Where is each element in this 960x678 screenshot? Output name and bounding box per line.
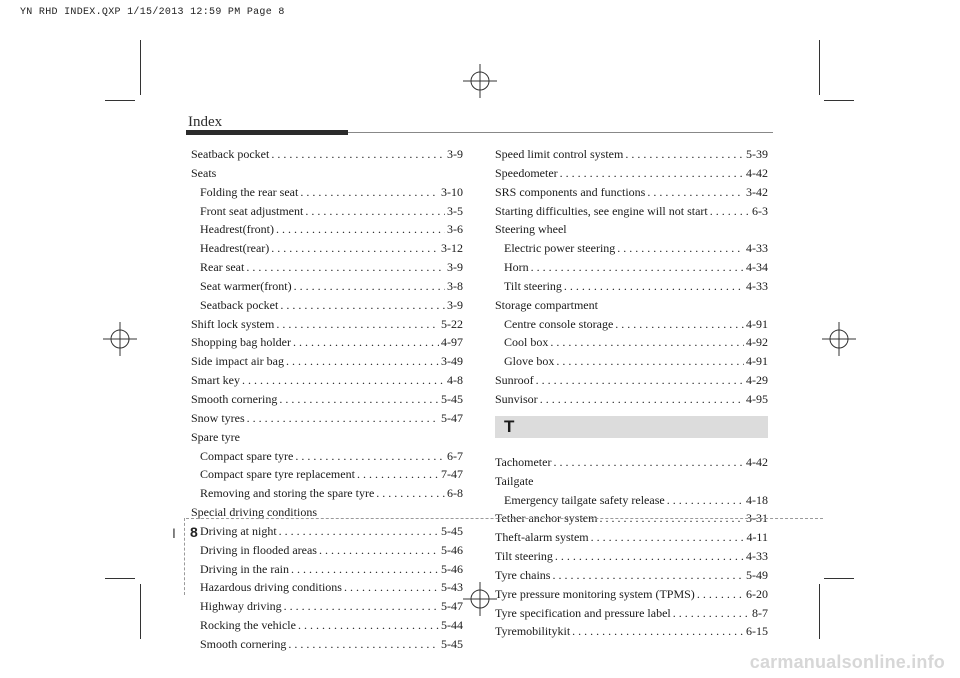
index-heading xyxy=(191,503,463,522)
index-entry-label: Rear seat xyxy=(200,260,245,275)
index-entry-label: Seatback pocket xyxy=(191,147,270,161)
crop-mark xyxy=(140,584,141,639)
index-entry-page: 6-8 xyxy=(447,486,463,501)
index-entry-label: Steering wheel xyxy=(495,222,567,237)
dot-leader xyxy=(242,371,445,390)
index-entry-label: Sunvisor xyxy=(495,391,538,406)
index-entry xyxy=(191,202,463,221)
dot-leader xyxy=(305,202,445,221)
index-entry-label: Electric power steering xyxy=(504,241,616,256)
index-entry xyxy=(495,585,768,604)
dot-leader xyxy=(536,371,744,390)
index-entry-label: Folding the rear seat xyxy=(200,184,299,199)
index-entry-label: Headrest(rear) xyxy=(200,241,270,256)
index-entry-page: 6-3 xyxy=(752,203,768,218)
dot-leader xyxy=(556,352,744,371)
dot-leader xyxy=(246,258,445,277)
dot-leader xyxy=(667,491,744,510)
dot-leader xyxy=(291,560,439,579)
index-entry xyxy=(191,447,463,466)
index-entry xyxy=(495,145,768,164)
index-entry-page: 4-95 xyxy=(746,391,768,406)
index-entry-page: 5-44 xyxy=(441,618,463,633)
index-entry-label: Driving in the rain xyxy=(200,561,289,576)
index-entry-label: Hazardous driving conditions xyxy=(200,580,342,595)
index-entry-page: 3-12 xyxy=(441,241,463,256)
index-entry-label: Speed limit control system xyxy=(495,147,624,161)
index-entry-page: 4-91 xyxy=(746,354,768,369)
registration-mark-icon xyxy=(103,322,137,356)
index-entry xyxy=(495,164,768,183)
index-entry xyxy=(495,239,768,258)
index-entry-page: 6-7 xyxy=(447,448,463,463)
index-entry-page: 3-9 xyxy=(447,260,463,275)
index-entry-label: Compact spare tyre replacement xyxy=(200,467,355,482)
index-section-t xyxy=(495,453,768,641)
index-entry xyxy=(191,541,463,560)
index-entry-page: 3-42 xyxy=(746,184,768,199)
index-entry-page: 5-45 xyxy=(441,523,463,538)
index-entry xyxy=(191,484,463,503)
index-entry-page: 3-31 xyxy=(746,511,768,526)
index-entry xyxy=(495,371,768,390)
index-heading xyxy=(191,428,463,447)
header-rule-thick xyxy=(186,130,348,135)
dot-leader xyxy=(295,447,445,466)
index-entry-label: Tailgate xyxy=(495,473,534,488)
dot-leader xyxy=(298,616,439,635)
dot-leader xyxy=(617,239,744,258)
index-entry xyxy=(191,239,463,258)
index-entry-label: Glove box xyxy=(504,354,555,369)
index-entry-page: 5-45 xyxy=(441,391,463,406)
dot-leader xyxy=(647,183,744,202)
index-entry-page: 3-6 xyxy=(447,222,463,237)
index-entry-label: Highway driving xyxy=(200,599,282,614)
index-entry-label: Driving in flooded areas xyxy=(200,542,317,557)
dot-leader xyxy=(531,258,744,277)
index-entry xyxy=(495,333,768,352)
index-entry xyxy=(191,616,463,635)
index-entry-label: Seats xyxy=(191,165,217,180)
dot-leader xyxy=(572,622,744,641)
index-entry xyxy=(191,635,463,654)
crop-mark xyxy=(105,578,135,579)
index-entry-label: Tyre specification and pressure label xyxy=(495,605,671,620)
footer-divider-vertical xyxy=(184,518,185,595)
dot-leader xyxy=(288,635,439,654)
dot-leader xyxy=(625,145,744,164)
page-number: 8 xyxy=(190,524,198,540)
index-entry-page: 6-20 xyxy=(746,586,768,601)
index-entry xyxy=(191,560,463,579)
index-entry xyxy=(495,491,768,510)
index-heading xyxy=(495,220,768,239)
index-entry-page: 3-9 xyxy=(447,147,463,161)
index-entry-label: Speedometer xyxy=(495,165,558,180)
index-entry-label: Seat warmer(front) xyxy=(200,278,292,293)
index-entry-label: Snow tyres xyxy=(191,410,245,425)
dot-leader xyxy=(271,239,439,258)
dot-leader xyxy=(564,277,744,296)
dot-leader xyxy=(710,202,750,221)
index-entry-page: 8-7 xyxy=(752,605,768,620)
index-entry xyxy=(191,145,463,164)
index-entry-page: 4-42 xyxy=(746,165,768,180)
dot-leader xyxy=(344,578,439,597)
registration-mark-icon xyxy=(463,582,497,616)
index-entry-label: Removing and storing the spare tyre xyxy=(200,486,375,501)
index-entry-page: 3-49 xyxy=(441,354,463,369)
dot-leader xyxy=(319,541,439,560)
dot-leader xyxy=(591,528,745,547)
index-section-s xyxy=(495,145,768,409)
index-entry-label: Smooth cornering xyxy=(191,391,278,406)
index-entry xyxy=(495,604,768,623)
index-entry-label: Smooth cornering xyxy=(200,636,287,651)
index-entry-page: 6-15 xyxy=(746,624,768,639)
index-entry xyxy=(191,597,463,616)
crop-mark xyxy=(824,100,854,101)
crop-mark xyxy=(140,40,141,95)
index-entry-label: Tyre pressure monitoring system (TPMS) xyxy=(495,586,695,601)
index-heading xyxy=(191,164,463,183)
index-entry-page: 5-39 xyxy=(746,147,768,161)
index-entry-page: 3-9 xyxy=(447,297,463,312)
index-entry xyxy=(191,333,463,352)
index-entry-label: Driving at night xyxy=(200,523,277,538)
index-entry-page: 5-49 xyxy=(746,567,768,582)
dot-leader xyxy=(271,145,445,164)
index-entry-page: 5-47 xyxy=(441,410,463,425)
index-entry-label: Theft-alarm system xyxy=(495,530,589,545)
header-rule-thin xyxy=(348,132,773,133)
index-entry-label: Tilt steering xyxy=(504,278,562,293)
index-heading xyxy=(495,296,768,315)
crop-mark xyxy=(105,100,135,101)
dot-leader xyxy=(300,183,439,202)
index-entry xyxy=(495,622,768,641)
dot-leader xyxy=(697,585,744,604)
index-entry-label: Side impact air bag xyxy=(191,354,284,369)
index-entry xyxy=(495,547,768,566)
index-entry-label: Front seat adjustment xyxy=(200,203,304,218)
index-entry-page: 4-33 xyxy=(746,549,768,564)
registration-mark-icon xyxy=(463,64,497,98)
index-entry xyxy=(495,566,768,585)
footer-divider xyxy=(186,518,823,519)
index-entry-label: Headrest(front) xyxy=(200,222,274,237)
index-entry-page: 5-46 xyxy=(441,542,463,557)
index-entry xyxy=(191,390,463,409)
index-entry-label: Smart key xyxy=(191,373,240,388)
index-entry-label: Horn xyxy=(504,260,529,275)
index-entry xyxy=(191,296,463,315)
dot-leader xyxy=(615,315,744,334)
index-entry-label: Compact spare tyre xyxy=(200,448,294,463)
print-slug: YN RHD INDEX.QXP 1/15/2013 12:59 PM Page 8 xyxy=(20,7,285,18)
index-entry-page: 4-91 xyxy=(746,316,768,331)
dot-leader xyxy=(276,315,439,334)
dot-leader xyxy=(284,597,439,616)
index-entry xyxy=(191,465,463,484)
index-entry-label: Tyre chains xyxy=(495,567,551,582)
index-entry xyxy=(495,390,768,409)
index-entry xyxy=(495,315,768,334)
index-entry-page: 3-5 xyxy=(447,203,463,218)
index-entry-page: 4-18 xyxy=(746,492,768,507)
crop-mark xyxy=(819,584,820,639)
index-entry-label: Spare tyre xyxy=(191,429,240,444)
index-entry-label: Shopping bag holder xyxy=(191,335,291,350)
page-title: Index xyxy=(188,114,223,130)
dot-leader xyxy=(553,453,744,472)
index-entry-page: 5-47 xyxy=(441,599,463,614)
index-entry xyxy=(495,202,768,221)
dot-leader xyxy=(280,296,445,315)
dot-leader xyxy=(555,547,744,566)
crop-mark xyxy=(824,578,854,579)
index-entry-label: Shift lock system xyxy=(191,316,275,331)
index-entry-label: Emergency tailgate safety release xyxy=(504,492,665,507)
index-entry-page: 5-46 xyxy=(441,561,463,576)
dot-leader xyxy=(540,390,744,409)
index-entry xyxy=(191,352,463,371)
index-entry-page: 4-33 xyxy=(746,278,768,293)
index-column-left xyxy=(191,145,463,654)
index-entry-label: Tachometer xyxy=(495,454,552,469)
index-entry-page: 4-29 xyxy=(746,373,768,388)
index-entry-label: Tyremobilitykit xyxy=(495,624,571,639)
index-entry xyxy=(191,258,463,277)
index-entry-page: 4-33 xyxy=(746,241,768,256)
index-entry-page: 3-8 xyxy=(447,278,463,293)
index-entry-page: 4-92 xyxy=(746,335,768,350)
dot-leader xyxy=(560,164,744,183)
index-entry-label: Starting difficulties, see engine will not start xyxy=(495,203,708,218)
crop-mark xyxy=(819,40,820,95)
dot-leader xyxy=(279,390,439,409)
registration-mark-icon xyxy=(822,322,856,356)
watermark: carmanualsonline.info xyxy=(749,652,945,672)
index-entry xyxy=(495,453,768,472)
index-entry-page: 4-8 xyxy=(447,373,463,388)
section-header-t: T xyxy=(495,416,768,438)
index-entry xyxy=(191,522,463,541)
index-heading xyxy=(495,472,768,491)
index-entry-label: SRS components and functions xyxy=(495,184,646,199)
index-entry-label: Tilt steering xyxy=(495,549,553,564)
index-entry-label: Seatback pocket xyxy=(200,297,279,312)
index-entry-label: Cool box xyxy=(504,335,549,350)
index-entry-page: 4-11 xyxy=(746,530,768,545)
index-entry xyxy=(191,277,463,296)
dot-leader xyxy=(279,522,439,541)
dot-leader xyxy=(276,220,445,239)
index-entry-page: 3-10 xyxy=(441,184,463,199)
index-entry-label: Tether anchor system xyxy=(495,511,598,526)
dot-leader xyxy=(247,409,439,428)
index-entry xyxy=(191,315,463,334)
index-entry-label: Sunroof xyxy=(495,373,534,388)
dot-leader xyxy=(286,352,439,371)
index-entry xyxy=(495,528,768,547)
index-entry xyxy=(495,258,768,277)
dot-leader xyxy=(673,604,750,623)
index-column-right xyxy=(495,145,768,641)
index-entry-page: 4-97 xyxy=(441,335,463,350)
index-entry xyxy=(191,578,463,597)
index-entry-page: 5-43 xyxy=(441,580,463,595)
index-entry-page: 5-45 xyxy=(441,636,463,651)
index-entry-page: 4-34 xyxy=(746,260,768,275)
dot-leader xyxy=(376,484,445,503)
index-entry xyxy=(191,371,463,390)
dot-leader xyxy=(552,566,744,585)
index-entry xyxy=(495,352,768,371)
index-entry-page: 5-22 xyxy=(441,316,463,331)
index-entry xyxy=(191,409,463,428)
index-entry-page: 4-42 xyxy=(746,454,768,469)
index-entry-label: Centre console storage xyxy=(504,316,614,331)
index-entry-label: Rocking the vehicle xyxy=(200,618,296,633)
dot-leader xyxy=(293,333,439,352)
index-entry xyxy=(191,183,463,202)
dot-leader xyxy=(357,465,439,484)
index-entry xyxy=(495,183,768,202)
index-entry-label: Storage compartment xyxy=(495,297,598,312)
index-entry xyxy=(191,220,463,239)
dot-leader xyxy=(550,333,744,352)
index-entry-page: 7-47 xyxy=(441,467,463,482)
index-entry-label: Special driving conditions xyxy=(191,505,317,520)
dot-leader xyxy=(294,277,445,296)
index-entry xyxy=(495,277,768,296)
footer-section-letter: I xyxy=(172,525,176,541)
